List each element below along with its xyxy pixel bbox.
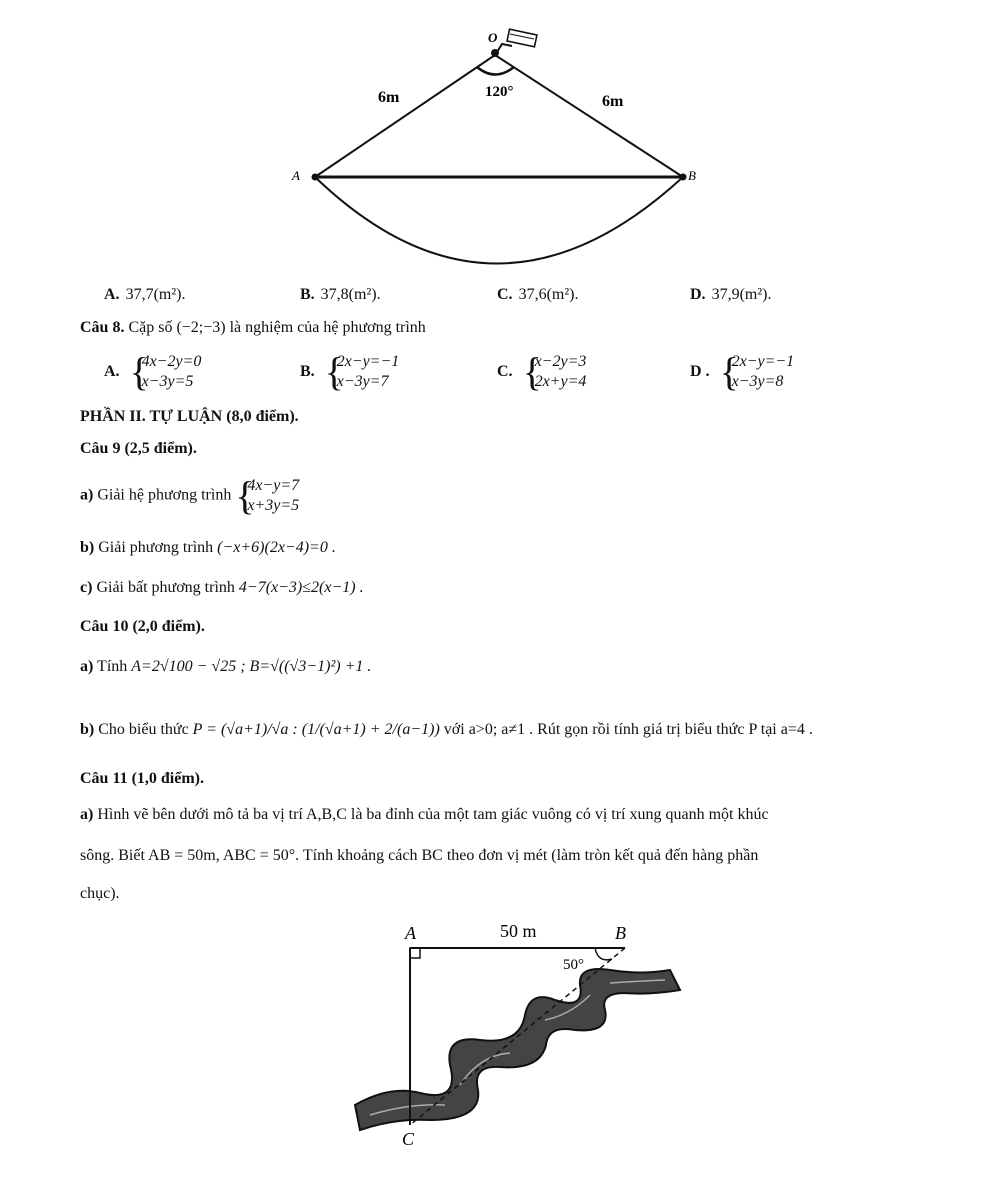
q8-question: Câu 8. Cặp số (−2;−3) là nghiệm của hệ phương trình (80, 319, 426, 336)
label-a: A (292, 168, 300, 183)
label-c: C (402, 1129, 415, 1149)
label-o: O (488, 30, 498, 45)
arc-ab (315, 177, 683, 264)
q9-title: Câu 9 (2,5 điểm). (80, 440, 197, 457)
segment-oa (315, 55, 495, 177)
label-a: A (405, 923, 416, 943)
q8-option-d: D . { 2x−y=−1 x−3y=8 (690, 349, 795, 394)
q9-b: b) Giải phương trình (−x+6)(2x−4)=0 . (80, 539, 336, 556)
segment-ob (495, 55, 683, 177)
q10-title: Câu 10 (2,0 điểm). (80, 618, 205, 635)
label-b: B (615, 923, 626, 943)
label-b: B (688, 168, 696, 183)
left-side-label: 6m (378, 89, 400, 106)
q11-line1: a) Hình vẽ bên dưới mô tả ba vị trí A,B,C là ba đỉnh của một tam giác vuông có vị trí xung quanh một khúc (80, 806, 769, 823)
q10-b: b) Cho biểu thức P = (√a+1)/√a : (1/(√a+1) + 2/(a−1)) với a>0; a≠1 . Rút gọn rồi tính giá trị biểu thức P tại a=4 . (80, 721, 813, 738)
angle-mark-b (595, 948, 612, 960)
right-side-label: 6m (602, 93, 624, 110)
q7-option-a: A. 37,7(m²). (104, 286, 186, 303)
camera-icon (491, 29, 537, 57)
q9-c: c) Giải bất phương trình 4−7(x−3)≤2(x−1) . (80, 579, 364, 596)
q11-line2: sông. Biết AB = 50m, ABC = 50°. Tính khoảng cách BC theo đơn vị mét (làm tròn kết quả đến hàng phần (80, 847, 759, 864)
q7-option-c: C. 37,6(m²). (497, 286, 579, 303)
angle-label: 120° (485, 84, 514, 100)
q11-title: Câu 11 (1,0 điểm). (80, 770, 204, 787)
q11-line3: chục). (80, 885, 120, 902)
q8-option-a: A. { 4x−2y=0 x−3y=5 (104, 349, 202, 394)
q7-option-b: B. 37,8(m²). (300, 286, 381, 303)
q9-a: a) Giải hệ phương trình { 4x−y=7 x+3y=5 (80, 473, 300, 518)
q8-option-c: C. { x−2y=3 2x+y=4 (497, 349, 587, 394)
angle-arc (477, 67, 514, 75)
river (355, 969, 680, 1130)
part2-heading: PHẦN II. TỰ LUẬN (8,0 điểm). (80, 408, 299, 425)
q10-a: a) Tính A=2√100 − √25 ; B=√((√3−1)²) +1 . (80, 658, 372, 675)
distance-label: 50 m (500, 921, 537, 941)
q8-option-b: B. { 2x−y=−1 x−3y=7 (300, 349, 400, 394)
q7-option-d: D. 37,9(m²). (690, 286, 772, 303)
angle-label: 50° (563, 957, 584, 973)
river-triangle-figure (350, 915, 690, 1155)
camera-sector-figure (280, 20, 720, 280)
right-angle-mark (410, 948, 420, 958)
